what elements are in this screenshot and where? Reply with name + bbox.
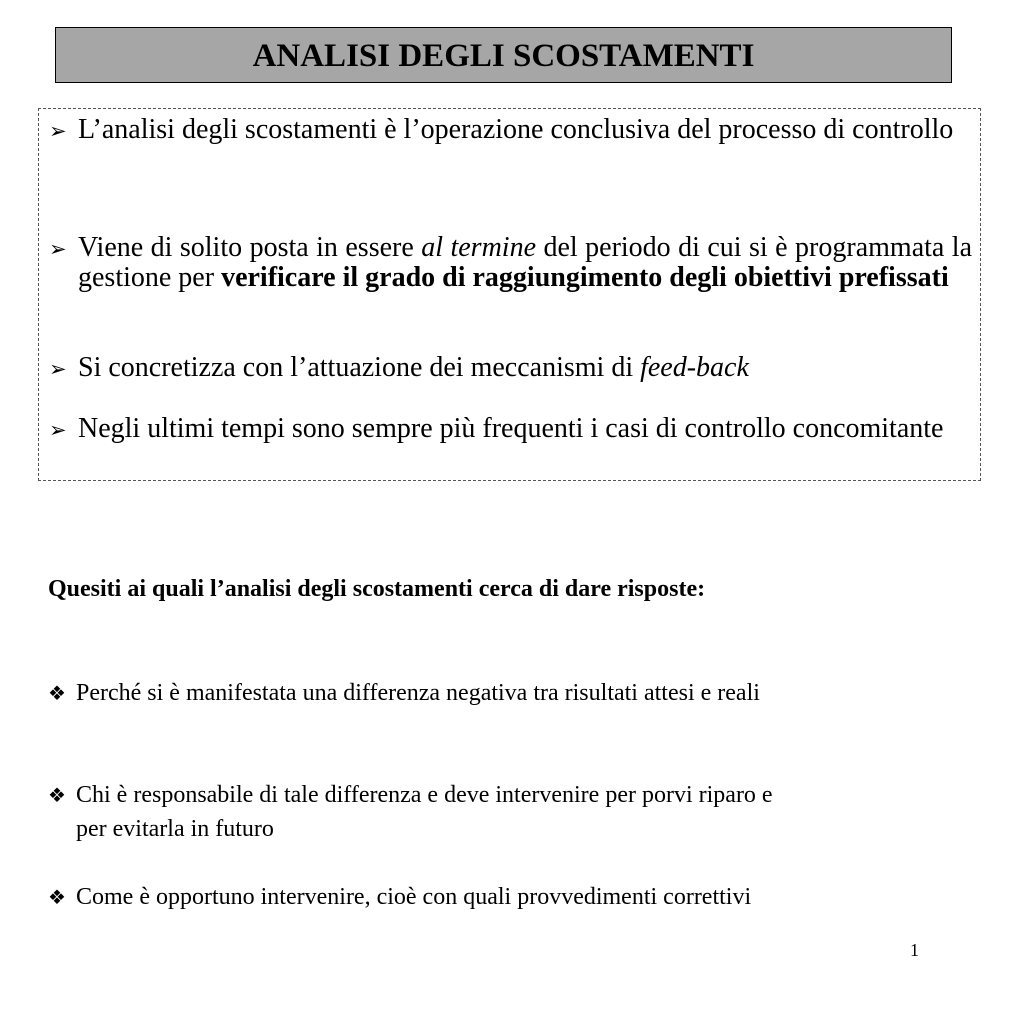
bullet-text: Viene di solito posta in essere al termine del periodo di cui si è programmata la gestione per verificare il grado di raggiungimento degli obiettivi prefissati bbox=[78, 232, 972, 293]
arrow-bullet-icon: ➢ bbox=[49, 237, 67, 261]
questions-heading: Quesiti ai quali l’analisi degli scostamenti cerca di dare risposte: bbox=[48, 576, 706, 602]
question-text: Chi è responsabile di tale differenza e deve intervenire per porvi riparo e per evitarla in futuro bbox=[76, 782, 773, 842]
arrow-bullet-icon: ➢ bbox=[49, 418, 67, 442]
question-text: Perché si è manifestata una differenza negativa tra risultati attesi e reali bbox=[76, 680, 760, 706]
arrow-bullet-icon: ➢ bbox=[49, 119, 67, 143]
page-number: 1 bbox=[910, 940, 919, 960]
bullet-text: L’analisi degli scostamenti è l’operazione conclusiva del processo di controllo bbox=[78, 114, 954, 145]
diamond-bullet-icon: ❖ bbox=[48, 885, 66, 909]
bullet-text: Negli ultimi tempi sono sempre più frequenti i casi di controllo concomitante bbox=[78, 413, 944, 444]
slide-title: ANALISI DEGLI SCOSTAMENTI bbox=[55, 27, 952, 83]
question-text: Come è opportuno intervenire, cioè con quali provvedimenti correttivi bbox=[76, 884, 752, 910]
bullet-item bbox=[49, 115, 972, 145]
question-item bbox=[48, 880, 808, 914]
bullet-text: Si concretizza con l’attuazione dei meccanismi di feed-back bbox=[78, 352, 749, 383]
diamond-bullet-icon: ❖ bbox=[48, 783, 66, 807]
bullet-item bbox=[49, 414, 972, 444]
bullet-item bbox=[49, 353, 972, 383]
bullet-box bbox=[38, 108, 981, 481]
question-item bbox=[48, 676, 808, 710]
diamond-bullet-icon: ❖ bbox=[48, 681, 66, 705]
arrow-bullet-icon: ➢ bbox=[49, 357, 67, 381]
question-item bbox=[48, 778, 808, 846]
bullet-item bbox=[49, 233, 972, 293]
